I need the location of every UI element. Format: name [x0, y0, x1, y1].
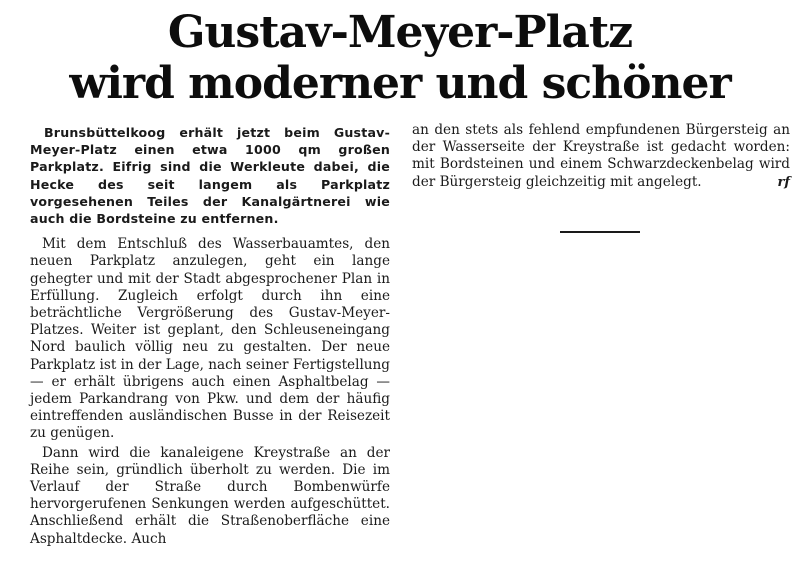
- headline-line-2: wird moderner und schöner: [69, 58, 731, 109]
- body-paragraph-3: [412, 122, 790, 191]
- end-divider: [560, 231, 640, 233]
- body-paragraph-2: Dann wird die kanaleigene Kreystraße an der Reihe sein, gründlich überholt zu werden. Die im Verlauf der Straße durch Bombenwürfe hervorgerufenen Senkungen werden aufgeschüttet. Anschließend erhält die Straßenoberfläche eine Asphaltdecke. Auch: [30, 444, 390, 547]
- headline-line-1: Gustav-Meyer-Platz: [167, 7, 633, 58]
- lead-paragraph: Brunsbüttelkoog erhält jetzt beim Gustav-Meyer-Platz einen etwa 1000 qm großen Parkplatz. Eifrig sind die Werkleute dabei, die Hecke des seit langem als Parkplatz vorgesehenen Teiles der Kanalgärtnerei wie auch die Bordsteine zu entfernen.: [30, 125, 390, 227]
- headline: [0, 8, 800, 110]
- body-paragraph-3-text: an den stets als fehlend empfundenen Bürgersteig an der Wasserseite der Kreystraße ist gedacht worden: mit Bordsteinen und einem Schwarzdeckenbelag wird der Bürgersteig gleichzeitig mit angelegt.: [412, 122, 790, 190]
- author-signature: rf: [777, 174, 790, 190]
- body-paragraph-1: Mit dem Entschluß des Wasserbauamtes, den neuen Parkplatz anzulegen, geht ein lange gehegter und mit der Stadt abgesprochener Plan in Erfüllung. Zugleich erfolgt durch ihn eine beträchtliche Vergrößerung des Gustav-Meyer-Platzes. Weiter ist geplant, den Schleuseneingang Nord baulich völlig neu zu gestalten. Der neue Parkplatz ist in der Lage, nach seiner Fertigstellung — er erhält übrigens auch einen Asphaltbelag — jedem Parkandrang von Pkw. und dem der häufig eintreffenden ausländischen Busse in der Reisezeit zu genügen.: [30, 236, 390, 442]
- left-column: [30, 124, 390, 548]
- right-column: [412, 122, 790, 191]
